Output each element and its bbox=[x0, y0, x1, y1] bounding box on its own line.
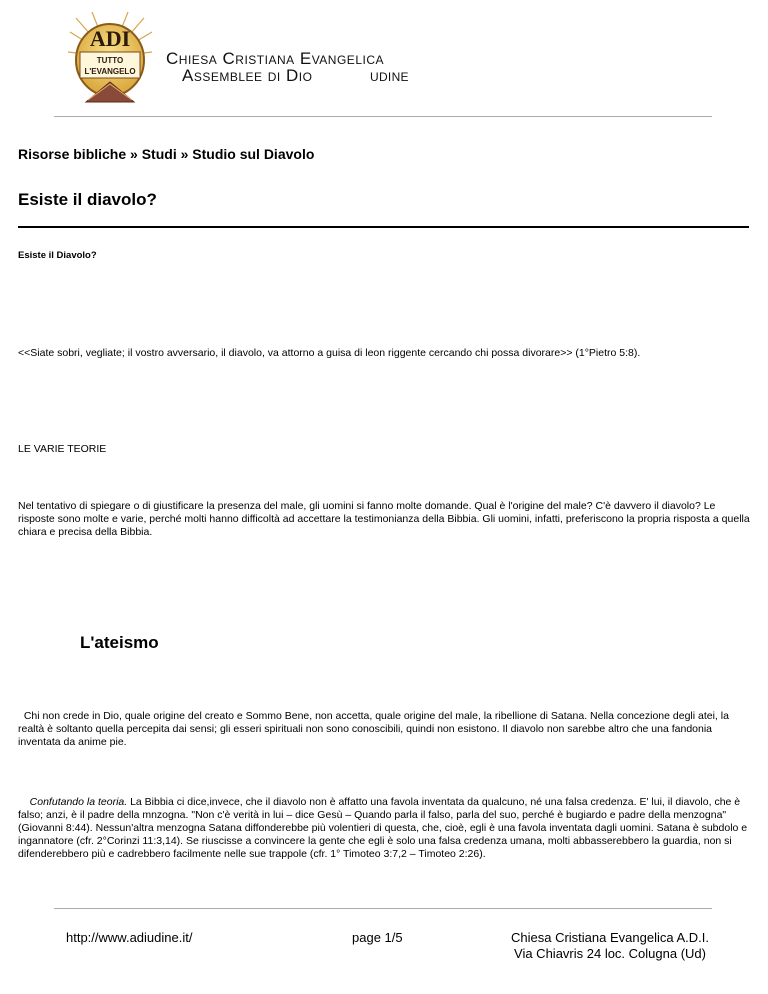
bible-quote: <<Siate sobri, vegliate; il vostro avversario, il diavolo, va attorno a guisa di leon riggente cercando chi possa divorare>> (1°Pietro 5:8). bbox=[18, 347, 641, 359]
confutation-lead: Confutando la teoria. bbox=[29, 796, 128, 808]
footer-divider bbox=[54, 908, 712, 909]
org-name-text2: Assemblee di Dio bbox=[182, 66, 313, 85]
page-title: Esiste il diavolo? bbox=[18, 190, 157, 209]
paragraph-confutation bbox=[18, 796, 758, 861]
section-heading-ateismo: L'ateismo bbox=[80, 633, 159, 652]
header-divider bbox=[54, 116, 712, 117]
breadcrumb: Risorse bibliche » Studi » Studio sul Diavolo bbox=[18, 146, 315, 162]
title-divider bbox=[18, 226, 749, 228]
footer-org-address: Via Chiavris 24 loc. Colugna (Ud) bbox=[514, 946, 706, 961]
logo-abbrev: ADI bbox=[89, 26, 131, 51]
paragraph-ateismo-text: Chi non crede in Dio, quale origine del creato e Sommo Bene, non accetta, quale origine del male, la ribellione di Satana. Nella concezione degli atei, la realtà è soltanto quella percepita dai sensi; gli esseri spirituali non sono conoscibili, quindi non esistono. Il diavolo non sarebbe altro che una fandonia inventata da anime pie. bbox=[18, 710, 729, 748]
footer-org bbox=[500, 930, 720, 962]
paragraph-intro: Nel tentativo di spiegare o di giustificare la presenza del male, gli uomini si fanno molte domande. Qual è l'origine del male? C'è davvero il diavolo? Le risposte sono molte e varie, perché molti hanno difficoltà ad accettare la testimonianza della Bibbia. Gli uomini, infatti, preferiscono la propria risposta a quella chiara e precisa della Bibbia. bbox=[18, 500, 750, 538]
church-logo bbox=[66, 12, 154, 112]
article-subtitle: Esiste il Diavolo? bbox=[18, 250, 97, 261]
org-name-line2 bbox=[182, 66, 312, 86]
paragraph-ateismo bbox=[18, 710, 750, 749]
org-city: UDINE bbox=[370, 70, 409, 84]
confutation-text: La Bibbia ci dice,invece, che il diavolo non è affatto una favola inventata da qualcuno, né una falsa credenza. E' lui, il diavolo, che è falso; anzi, è il padre della mnzogna. "Non c'è verità in lui – dice Gesù – Quando parla il falso, parla del suo, perché è bugiardo e padre della menzogna" (Giovanni 8:44). Nessun'altra menzogna Satana diffonderebbe più volentieri di questa, che, cioè, egli è una favola inventata dagli uomini. Satana è subdolo e ingannatore (cfr. 2°Corinzi 11:3,14). Se riuscisse a convincere la gente che egli è solo una falsa credenza umana, molti abbasserebbero la guardia, non si difenderebbero più e cadrebbero facilmente nelle sue trappole (cfr. 1° Timoteo 3:7,2 – Timoteo 2:26). bbox=[18, 796, 748, 860]
logo-line2: L'EVANGELO bbox=[84, 67, 136, 76]
footer-org-name: Chiesa Cristiana Evangelica A.D.I. bbox=[511, 930, 709, 945]
section-label: LE VARIE TEORIE bbox=[18, 443, 107, 455]
org-name-text1: Chiesa Cristiana Evangelica bbox=[166, 49, 384, 68]
footer-url[interactable]: http://www.adiudine.it/ bbox=[66, 930, 193, 945]
logo-line1: TUTTO bbox=[96, 56, 124, 65]
footer-page-number: page 1/5 bbox=[352, 930, 403, 945]
